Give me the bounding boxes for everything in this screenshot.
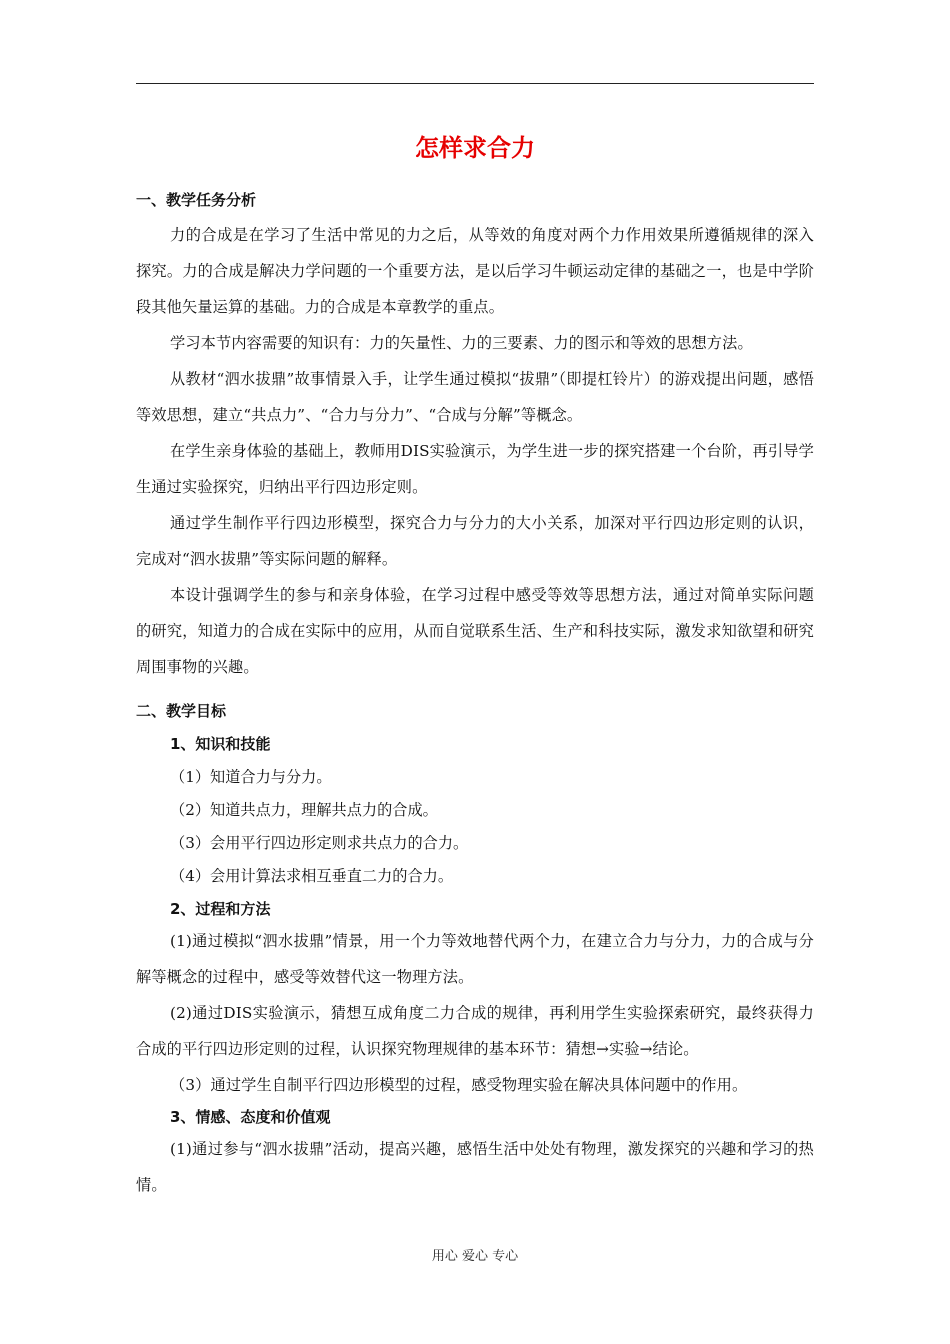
paragraph: 力的合成是在学习了生活中常见的力之后，从等效的角度对两个力作用效果所遵循规律的深入探究。力的合成是解决力学问题的一个重要方法，是以后学习牛顿运动定律的基础之一，也是中学阶段其他矢量运算的基础。力的合成是本章教学的重点。 <box>136 226 814 316</box>
document-title: 怎样求合力 <box>415 134 535 162</box>
section-gap <box>136 685 814 699</box>
paragraph: (1)通过模拟“泗水拔鼎”情景，用一个力等效地替代两个力，在建立合力与分力，力的合成与分解等概念的过程中，感受等效替代这一物理方法。 <box>136 932 814 986</box>
paragraph: 本设计强调学生的参与和亲身体验，在学习过程中感受等效等思想方法，通过对简单实际问题的研究，知道力的合成在实际中的应用，从而自觉联系生活、生产和科技实际，激发求知欲望和研究周围事物的兴趣。 <box>136 586 814 676</box>
list-item: （3）会用平行四边形定则求共点力的合力。 <box>170 834 469 852</box>
list-item: （2）知道共点力，理解共点力的合成。 <box>170 801 438 819</box>
subsection-heading: 1、知识和技能 <box>170 735 271 753</box>
list-item: （1）知道合力与分力。 <box>170 768 332 786</box>
paragraph: 在学生亲身体验的基础上，教师用DIS实验演示，为学生进一步的探究搭建一个台阶，再引导学生通过实验探究，归纳出平行四边形定则。 <box>136 442 814 496</box>
paragraph: （3）通过学生自制平行四边形模型的过程，感受物理实验在解决具体问题中的作用。 <box>170 1076 748 1094</box>
header-rule <box>136 83 814 84</box>
document-body <box>136 188 814 1203</box>
section-heading: 一、教学任务分析 <box>136 191 257 209</box>
subsection-heading: 3、情感、态度和价值观 <box>170 1108 331 1126</box>
page-footer: 用心 爱心 专心 <box>431 1249 519 1264</box>
paragraph: (1)通过参与“泗水拔鼎”活动，提高兴趣，感悟生活中处处有物理，激发探究的兴趣和学习的热情。 <box>136 1140 814 1194</box>
paragraph: 通过学生制作平行四边形模型，探究合力与分力的大小关系，加深对平行四边形定则的认识，完成对“泗水拔鼎”等实际问题的解释。 <box>136 514 814 568</box>
section-heading: 二、教学目标 <box>136 702 227 720</box>
paragraph: 学习本节内容需要的知识有：力的矢量性、力的三要素、力的图示和等效的思想方法。 <box>170 334 753 352</box>
paragraph: 从教材“泗水拔鼎”故事情景入手，让学生通过模拟“拔鼎”（即提杠铃片）的游戏提出问题，感悟等效思想，建立“共点力”、“合力与分力”、“合成与分解”等概念。 <box>136 370 814 424</box>
list-item: （4）会用计算法求相互垂直二力的合力。 <box>170 867 454 885</box>
subsection-heading: 2、过程和方法 <box>170 900 271 918</box>
paragraph: (2)通过DIS实验演示，猜想互成角度二力合成的规律，再利用学生实验探索研究，最终获得力合成的平行四边形定则的过程，认识探究物理规律的基本环节：猜想→实验→结论。 <box>136 1004 814 1058</box>
